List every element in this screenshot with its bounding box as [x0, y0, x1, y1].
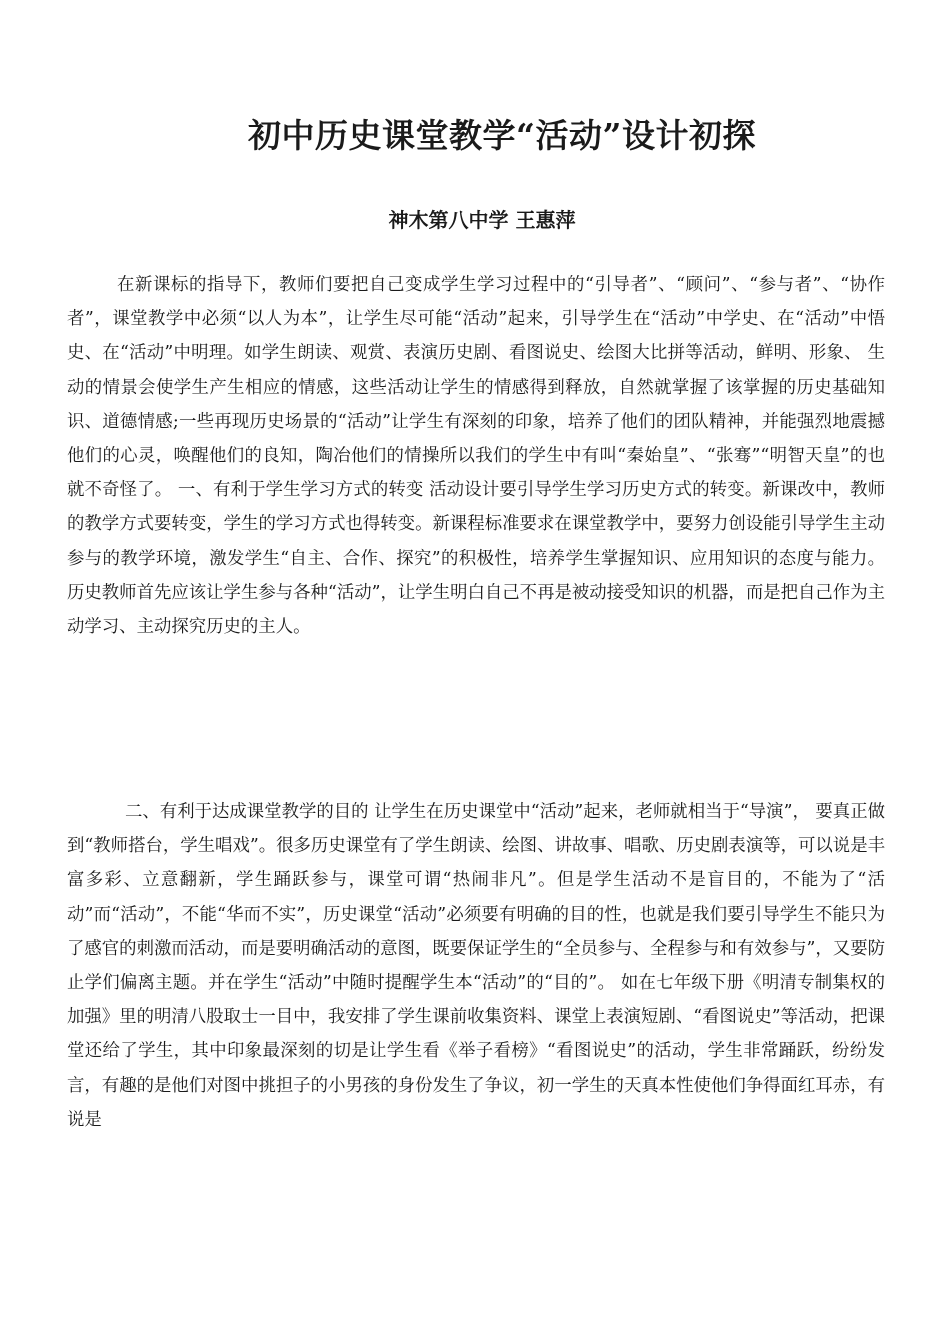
- body-paragraph-1: 在新课标的指导下，教师们要把自己变成学生学习过程中的“引导者”、“顾问”、“参与者”、“协作者”，课堂教学中必须“以人为本”，让学生尽可能“活动”起来，引导学生在“活动”中学史、在“活动”中悟史、在“活动”中明理。如学生朗读、观赏、表演历史剧、看图说史、绘图大比拼等活动，鲜明、形象、 生动的情景会使学生产生相应的情感，这些活动让学生的情感得到释放，自然就掌握了该掌握的历史基础知识、道德情感;一些再现历史场景的“活动”让学生有深刻的印象，培养了他们的团队精神，并能强烈地震撼他们的心灵，唤醒他们的良知，陶冶他们的情操所以我们的学生中有叫“秦始皇”、“张骞”“明智天皇”的也就不奇怪了。 一、有利于学生学习方式的转变 活动设计要引导学生学习历史方式的转变。新课改中，教师的教学方式要转变，学生的学习方式也得转变。新课程标准要求在课堂教学中，要努力创设能引导学生主动参与的教学环境，激发学生“自主、合作、探究”的积极性，培养学生掌握知识、应用知识的态度与能力。 历史教师首先应该让学生参与各种“活动”，让学生明白自己不再是被动接受知识的机器，而是把自己作为主动学习、主动探究历史的主人。: [67, 275, 885, 638]
- document-title: 初中历史课堂教学“活动”设计初探: [248, 116, 756, 155]
- author-byline: 神木第八中学 王惠萍: [388, 208, 576, 232]
- body-paragraph-2: 二、有利于达成课堂教学的目的 让学生在历史课堂中“活动”起来，老师就相当于“导演”， 要真正做到“教师搭台，学生唱戏”。很多历史课堂有了学生朗读、绘图、讲故事、唱歌、历史剧表演等，可以说是丰富多彩、立意翻新，学生踊跃参与，课堂可谓“热闹非凡”。但是学生活动不是盲目的，不能为了“活动”而“活动”，不能“华而不实”，历史课堂“活动”必须要有明确的目的性，也就是我们要引导学生不能只为了感官的刺激而活动，而是要明确活动的意图，既要保证学生的“全员参与、全程参与和有效参与”，又要防止学们偏离主题。并在学生“活动”中随时提醒学生本“活动”的“目的”。 如在七年级下册《明清专制集权的加强》里的明清八股取士一目中，我安排了学生课前收集资料、课堂上表演短剧、“看图说史”等活动，把课堂还给了学生，其中印象最深刻的切是让学生看《举子看榜》“看图说史”的活动，学生非常踊跃，纷纷发言，有趣的是他们对图中挑担子的小男孩的身份发生了争议，初一学生的天真本性使他们争得面红耳赤，有说是: [67, 802, 885, 1130]
